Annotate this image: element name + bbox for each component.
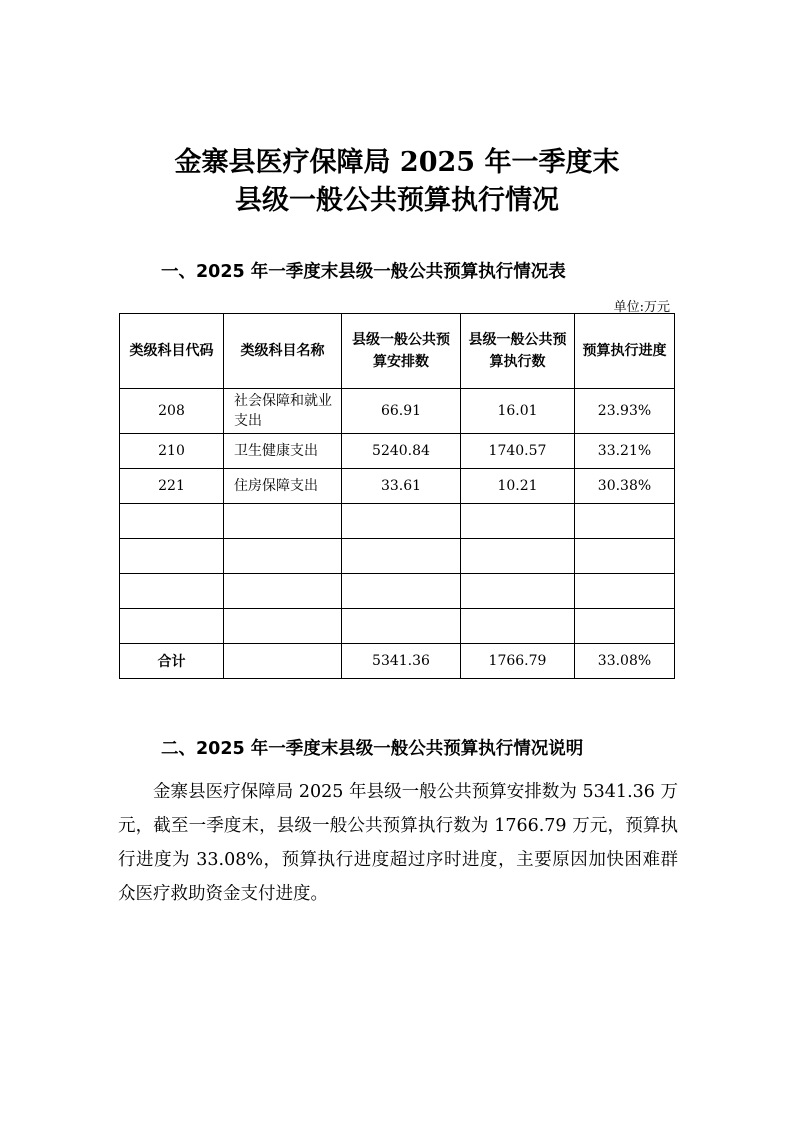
cell-total-executed: 1766.79 xyxy=(461,644,575,679)
cell-name: 住房保障支出 xyxy=(224,469,342,504)
document-title-line1: 金寨县医疗保障局 2025 年一季度末 xyxy=(174,147,620,178)
header-code: 类级科目代码 xyxy=(120,314,224,389)
table-header-row xyxy=(120,314,675,389)
unit-label: 单位:万元 xyxy=(613,300,670,315)
explanation-paragraph: 金寨县医疗保障局 2025 年县级一般公共预算安排数为 5341.36 万元，截至一季度末，县级一般公共预算执行数为 1766.79 万元，预算执行进度为 33.08%，预算执行进度超过序时进度，主要原因加快困难群众医疗救助资金支付进度。 xyxy=(118,782,678,904)
table-row xyxy=(120,389,675,434)
cell-progress: 23.93% xyxy=(575,389,675,434)
table-row-empty xyxy=(120,539,675,574)
cell-name: 社会保障和就业支出 xyxy=(224,389,342,434)
cell-budget: 5240.84 xyxy=(342,434,461,469)
cell-executed: 10.21 xyxy=(461,469,575,504)
section-heading-table: 一、2025 年一季度末县级一般公共预算执行情况表 xyxy=(161,262,566,282)
table-row xyxy=(120,469,675,504)
cell-progress: 33.21% xyxy=(575,434,675,469)
cell-executed: 1740.57 xyxy=(461,434,575,469)
cell-code: 221 xyxy=(120,469,224,504)
cell-code: 208 xyxy=(120,389,224,434)
cell-code: 210 xyxy=(120,434,224,469)
cell-executed: 16.01 xyxy=(461,389,575,434)
header-progress: 预算执行进度 xyxy=(575,314,675,389)
cell-budget: 66.91 xyxy=(342,389,461,434)
cell-name: 卫生健康支出 xyxy=(224,434,342,469)
header-executed: 县级一般公共预算执行数 xyxy=(461,314,575,389)
cell-total-name xyxy=(224,644,342,679)
table-total-row xyxy=(120,644,675,679)
cell-total-progress: 33.08% xyxy=(575,644,675,679)
cell-total-budget: 5341.36 xyxy=(342,644,461,679)
cell-budget: 33.61 xyxy=(342,469,461,504)
table-row xyxy=(120,434,675,469)
table-row-empty xyxy=(120,504,675,539)
budget-table xyxy=(119,313,675,679)
document-title-line2: 县级一般公共预算执行情况 xyxy=(235,185,559,216)
cell-total-label: 合计 xyxy=(120,644,224,679)
header-name: 类级科目名称 xyxy=(224,314,342,389)
header-budget: 县级一般公共预算安排数 xyxy=(342,314,461,389)
section-heading-explanation: 二、2025 年一季度末县级一般公共预算执行情况说明 xyxy=(161,739,584,759)
table-row-empty xyxy=(120,574,675,609)
table-row-empty xyxy=(120,609,675,644)
cell-progress: 30.38% xyxy=(575,469,675,504)
